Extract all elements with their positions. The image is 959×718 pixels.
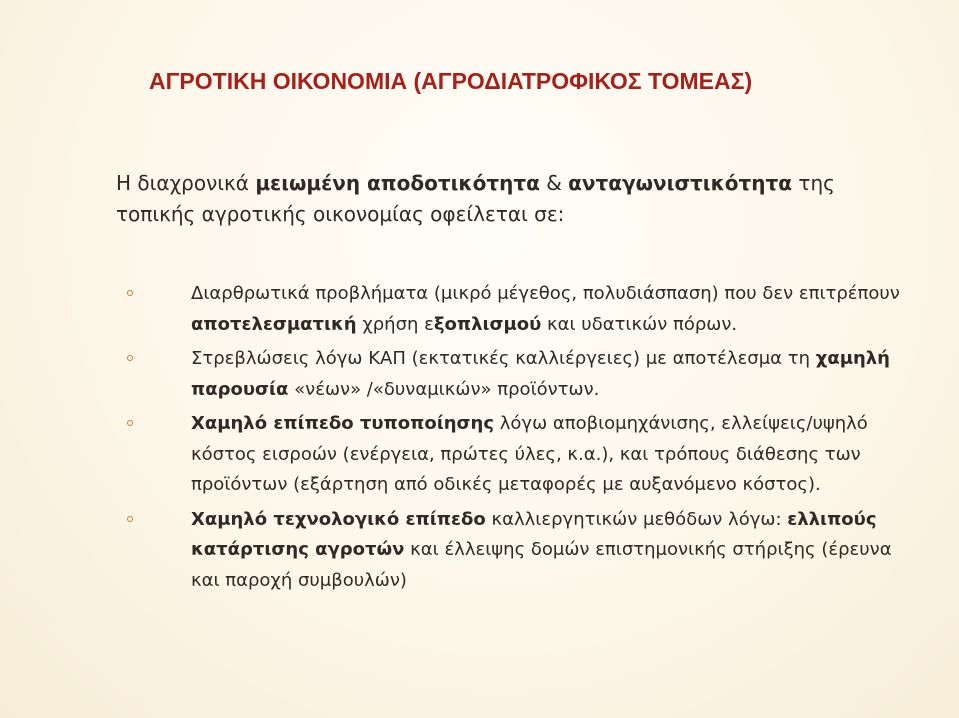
bullet-text: καλλιεργητικών μεθόδων λόγω: — [485, 508, 788, 530]
bullet-item-cap — [127, 344, 917, 405]
bullet-text: «νέων» /«δυναμικών» προϊόντων. — [288, 378, 600, 400]
slide-title: ΑΓΡΟΤΙΚΗ ΟΙΚΟΝΟΜΙΑ (ΑΓΡΟΔΙΑΤΡΟΦΙΚΟΣ ΤΟΜΕΑΣ) — [149, 68, 753, 94]
bullet-text: Στρεβλώσεις λόγω ΚΑΠ (εκτατικές καλλιέργειες) με αποτέλεσμα τη — [191, 348, 816, 369]
bullet-bold: ξοπλισμού — [433, 313, 542, 335]
bullet-bold: αποτελεσματική — [191, 313, 357, 335]
bullet-item-standardization — [127, 409, 917, 501]
bullet-list — [127, 279, 917, 600]
intro-paragraph — [116, 168, 916, 230]
bullet-bold: ελλιπούς κατάρτισης αγροτών — [191, 508, 877, 560]
bullet-text: και έλλειψης δομών επιστημονικής στήριξης (έρευνα και παροχή συμβουλών) — [191, 539, 892, 591]
bullet-item-structural — [127, 279, 917, 340]
bullet-text: χρήση ε — [356, 313, 434, 335]
bullet-bold: Χαμηλό επίπεδο τυποποίησης — [191, 413, 495, 434]
bullet-circle-icon — [127, 290, 133, 296]
intro-bold-1: μειωμένη αποδοτικότητα — [255, 171, 540, 195]
bullet-circle-icon — [127, 516, 133, 522]
intro-bold-2: ανταγωνιστικότητα — [568, 171, 793, 195]
bullet-item-technology — [127, 505, 917, 597]
bullet-text: Διαρθρωτικά προβλήματα (μικρό μέγεθος, πολυδιάσπαση) που δεν επιτρέπουν — [191, 283, 900, 304]
bullet-bold: Χαμηλό τεχνολογικό επίπεδο — [191, 508, 486, 530]
bullet-circle-icon — [127, 420, 133, 426]
intro-text-2: & — [539, 171, 569, 195]
intro-text-1: Η διαχρονικά — [116, 171, 256, 195]
bullet-text: και υδατικών πόρων. — [541, 313, 738, 335]
bullet-bold: χαμηλή παρουσία — [191, 348, 890, 400]
intro-text-3: της τοπικής αγροτικής οικονομίας οφείλεται σε: — [116, 171, 835, 226]
bullet-circle-icon — [127, 355, 133, 361]
bullet-text: λόγω αποβιομηχάνισης, ελλείψεις/υψηλό κόστος εισροών (ενέργεια, πρώτες ύλες, κ.α.), και τρόπους διάθεσης των προϊόντων (εξάρτηση από οδικές μεταφορές με αυξανόμενο κόστος). — [191, 413, 868, 495]
